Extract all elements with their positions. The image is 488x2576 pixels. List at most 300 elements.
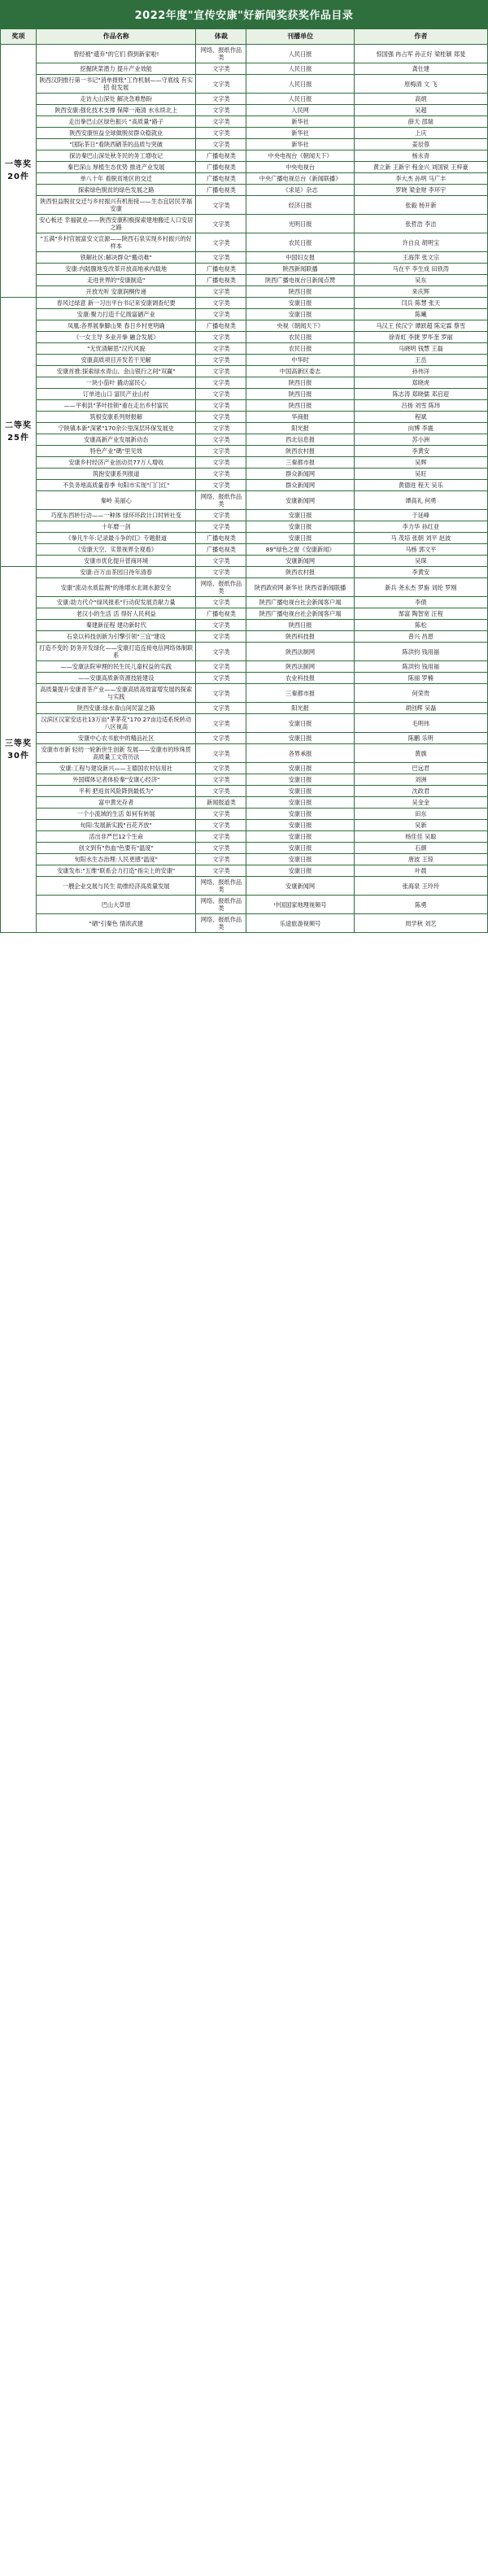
column-header-author: 作者 [354,29,487,45]
cell-work-type: 网络、报纸作品类 [196,877,246,896]
cell-authors: 张海泉 王玲玲 [354,877,487,896]
cell-work-type: 文字类 [196,684,246,703]
table-row [1,150,488,162]
cell-work-type: 文字类 [196,105,246,116]
cell-publisher: 陕西农村报 [246,567,354,578]
cell-work-title: 老汉小的生活 活 得好人民利益 [37,608,196,620]
table-row [1,75,488,94]
cell-work-type: 文字类 [196,286,246,298]
table-row [1,684,488,703]
cell-publisher: 陕西法制网 [246,643,354,661]
cell-work-type: 文字类 [196,643,246,661]
cell-work-title: 旬阳:发展新实践"百花齐放" [37,820,196,831]
cell-publisher: 陕西日报 [246,620,354,631]
cell-publisher: 陕西广播电视台日新闻点赞 [246,275,354,286]
cell-publisher: 中国妇女报 [246,252,354,264]
cell-work-title: 安康乡村经济产业创动员77万人增收 [37,457,196,469]
cell-work-title: 安康:百万亩茶园日待年清春 [37,567,196,578]
cell-work-title: 石泉以科技创新为引擎引领"三宜"建设 [37,631,196,643]
cell-authors: 胡创辉 吴磊 [354,703,487,714]
cell-work-title: 陕西安康恒益全球做脱贫群众稳就业 [37,128,196,139]
cell-authors: 徐青虹 李捷 罗毕奎 罗丽 [354,332,487,343]
cell-work-type: 文字类 [196,63,246,75]
cell-authors: 杨佳佳 吴聪 [354,831,487,843]
cell-authors: 姜辰蓉 [354,139,487,150]
cell-publisher: 农民日报 [246,332,354,343]
cell-authors: 上庆 [354,128,487,139]
cell-work-type: 文字类 [196,423,246,434]
cell-authors: 马在平 李生成 田铁涛 [354,264,487,275]
cell-publisher: 陕西科技报 [246,631,354,643]
cell-work-title: 秦建新征程 建功新时代 [37,620,196,631]
cell-work-type: 广播电视类 [196,320,246,332]
cell-publisher: 中华时 [246,355,354,366]
cell-work-type: 文字类 [196,865,246,877]
cell-work-type: 文字类 [196,215,246,233]
cell-work-type: 文字类 [196,763,246,774]
table-row [1,309,488,320]
cell-authors: 谭高礼 何勇 [354,491,487,510]
cell-work-title: 探访秦巴山深处秋冬民的务工增收记 [37,150,196,162]
cell-work-title: 一艘企业交展与民生 助推经济高质量发展 [37,877,196,896]
table-row [1,831,488,843]
table-row [1,608,488,620]
cell-authors: 罗晓 梁金财 李环宇 [354,185,487,196]
cell-work-title: 春风过绿意 新一习出平台书记来安康调查纪要 [37,298,196,309]
table-row [1,139,488,150]
table-row [1,631,488,643]
cell-work-title: 安康:聚力打造千亿级富硒产业 [37,309,196,320]
page-title: 2022年度"宣传安康"好新闻奖获奖作品目录 [0,0,488,28]
cell-work-title: 安康:助力代介"绿风报系"行动促发展贡献力量 [37,597,196,608]
table-row [1,703,488,714]
table-row [1,215,488,233]
column-header-work: 作品名称 [37,29,196,45]
cell-work-type: 文字类 [196,703,246,714]
cell-work-type: 文字类 [196,128,246,139]
cell-authors: 新兵 尧永杰 罗旃 刘纶 罗刚 [354,578,487,597]
cell-work-type: 文字类 [196,233,246,252]
table-row [1,733,488,744]
cell-publisher: 中央广播电视总台《新闻联播》 [246,173,354,185]
cell-publisher: 安康日报 [246,774,354,786]
cell-authors: 吴旺 [354,469,487,480]
cell-work-type: 文字类 [196,366,246,377]
cell-publisher: 安康日报 [246,309,354,320]
cell-work-type: 文字类 [196,446,246,457]
prize-group-label: 三等奖30件 [1,567,37,933]
cell-authors: 吴新 [354,820,487,831]
cell-authors: 向博 李震 [354,423,487,434]
cell-authors: 于延峰 [354,510,487,521]
table-row [1,809,488,820]
cell-publisher: 安康日报 [246,786,354,797]
cell-authors: 吴金金 [354,797,487,809]
cell-work-title: 《一女主导 多业开拳 融合发展》 [37,332,196,343]
cell-work-title: 特色产业"碼"里见效 [37,446,196,457]
table-row [1,544,488,556]
cell-publisher: 央视《朝闻天下》 [246,320,354,332]
cell-work-title: 宁陕镇本新"深紧"170余公里深层环保发展史 [37,423,196,434]
cell-work-title: 安康市优化提升菅商环境 [37,556,196,567]
cell-work-type: 文字类 [196,820,246,831]
cell-work-type: 文字类 [196,733,246,744]
table-row [1,116,488,128]
cell-publisher: 中央电视台《朝闻天下》 [246,150,354,162]
cell-publisher: 新华社 [246,128,354,139]
cell-publisher: 陕西日报 [246,377,354,389]
cell-authors: 黄德进 程天 吴乐 [354,480,487,491]
table-row [1,457,488,469]
cell-authors: 陈曦 [354,309,487,320]
cell-work-title: 安康中心农书旅中的精品社区 [37,733,196,744]
cell-work-type: 文字类 [196,309,246,320]
table-row [1,286,488,298]
cell-work-title: ——安康法院审理的民生民儿童权益的实践 [37,661,196,673]
cell-publisher: 人民日报 [246,45,354,63]
cell-work-type: 文字类 [196,434,246,446]
cell-authors: 陈鹏 乐明 [354,733,487,744]
table-body [1,45,488,933]
cell-work-title: 陕西恒益脱贫交迁与乡村振兴有机衔接——生态宜居民幸福安康 [37,196,196,215]
cell-publisher: 安康日报 [246,854,354,865]
cell-authors: 苏小洲 [354,434,487,446]
cell-authors: 毛明伟 [354,714,487,733]
cell-work-type: 文字类 [196,116,246,128]
column-header-prize: 奖项 [1,29,37,45]
table-row [1,45,488,63]
cell-work-title: 平利 把返贫风险降到最低为" [37,786,196,797]
cell-publisher: 陕西新闻联播 [246,264,354,275]
cell-work-type: 文字类 [196,332,246,343]
cell-authors: 石颜 [354,843,487,854]
cell-authors: 马晓明 钱慧 王磊 [354,343,487,355]
cell-authors: 巴远君 [354,763,487,774]
cell-authors: 田东 [354,809,487,820]
cell-publisher: 安康日报 [246,797,354,809]
cell-authors: 孙伟洋 [354,366,487,377]
cell-work-title: ——安康高质新资源技能建设 [37,673,196,684]
cell-work-title: 富中黄光存者 [37,797,196,809]
table-row [1,643,488,661]
cell-publisher: 安康日报 [246,865,354,877]
cell-publisher: 安康日报 [246,298,354,309]
cell-work-title: 安康"流动水质监测"的地增水北调水源安全 [37,578,196,597]
cell-authors: 王岳 [354,355,487,366]
cell-authors: 陈丽 罗楠 [354,673,487,684]
cell-authors: 黄立新 王新宇 程金兴 刘国锐 王梓豪 [354,162,487,173]
table-row [1,763,488,774]
cell-work-type: 文字类 [196,620,246,631]
cell-publisher: 华商报 [246,412,354,423]
cell-authors: 叶晨 [354,865,487,877]
cell-authors: 马杨 郭文平 [354,544,487,556]
cell-work-type: 文字类 [196,480,246,491]
table-row [1,377,488,389]
cell-authors: 马 茂培 张朝 刘平 赵波 [354,533,487,544]
cell-publisher: 陕西农村报 [246,446,354,457]
table-row [1,233,488,252]
cell-work-title: 巧度东西转行动——一种体 绿环环政计口时转社变 [37,510,196,521]
cell-authors: 张哲浩 李洁 [354,215,487,233]
table-row [1,865,488,877]
table-row [1,412,488,423]
cell-publisher: 人民网 [246,105,354,116]
cell-work-title: "五满"乡村官展富安文宣源——陕西石泉实现乡村振兴的好样本 [37,233,196,252]
cell-authors: 马汉王 侯汉宁 谭跃超 陈定霖 蔡雪 [354,320,487,332]
cell-work-type: 文字类 [196,298,246,309]
cell-work-title: 安康发布:"五维"联系会力打造"指尖上的安康" [37,865,196,877]
cell-work-title: 挖掘陕菜潜力 提升产业效能 [37,63,196,75]
cell-work-title: 探索绿色脱贫的绿色发展之路 [37,185,196,196]
cell-publisher: 人民日报 [246,94,354,105]
cell-work-type: 文字类 [196,631,246,643]
cell-work-title: 巴山大草原 [37,896,196,914]
cell-work-title: "无忧清解思"汉代风貌 [37,343,196,355]
prize-group-label: 二等奖25件 [1,298,37,567]
cell-work-type: 文字类 [196,343,246,355]
cell-publisher: 人民日报 [246,63,354,75]
cell-publisher: 陕西广播电视台社会新闻客户端 [246,608,354,620]
cell-publisher: 安康日报 [246,521,354,533]
cell-publisher: 安康日报 [246,714,354,733]
table-row [1,914,488,933]
cell-work-type: 文字类 [196,521,246,533]
table-row [1,877,488,896]
table-row [1,714,488,733]
cell-work-title: ——平利县"茅叶挂锁"重在走出乡村富民 [37,400,196,412]
cell-work-type: 文字类 [196,673,246,684]
column-header-type: 体裁 [196,29,246,45]
cell-work-type: 文字类 [196,139,246,150]
cell-work-type: 文字类 [196,744,246,763]
cell-publisher: 陕西日报 [246,400,354,412]
cell-authors: 王海萍 张文宗 [354,252,487,264]
cell-publisher: 89°绿色之窗《安康新闻》 [246,544,354,556]
cell-work-title: 筑根安康系列财报解 [37,412,196,423]
cell-authors: 程斌 [354,412,487,423]
cell-authors: 惊国强 冉占军 孙正好 梁桂颖 郑斐 [354,45,487,63]
cell-publisher: 安康新闻网 [246,556,354,567]
table-row [1,162,488,173]
cell-work-type: 文字类 [196,400,246,412]
table-row [1,252,488,264]
cell-publisher: 群众新闻网 [246,480,354,491]
column-header-org: 刊播单位 [246,29,354,45]
table-row [1,469,488,480]
cell-authors: 高炳 [354,94,487,105]
cell-work-type: 文字类 [196,556,246,567]
cell-authors: 吴琛 [354,556,487,567]
cell-authors: 吴超 [354,105,487,116]
cell-work-type: 网络、报纸作品类 [196,578,246,597]
cell-authors: 张毅 杨开新 [354,196,487,215]
cell-work-type: 文字类 [196,469,246,480]
table-row [1,423,488,434]
cell-publisher: 陕西政府网 新华社 陕西省新闻联播 [246,578,354,597]
cell-publisher: 安康日报 [246,809,354,820]
cell-work-type: 文字类 [196,597,246,608]
cell-publisher: 群众新闻网 [246,469,354,480]
table-row [1,366,488,377]
cell-work-type: 文字类 [196,412,246,423]
cell-work-title: 外国媒体记者体验秦"安康心经济" [37,774,196,786]
cell-work-title: 陕西安康:强化技术支撑 保障一淹清 水永续北上 [37,105,196,116]
cell-work-type: 广播电视类 [196,533,246,544]
cell-work-title: 安心板还 幸福就业——陕西安康积极探索建地搬迁人口安居之路 [37,215,196,233]
cell-publisher: 经济日报 [246,196,354,215]
cell-work-title: 走访大山深处 解决急难愁盼 [37,94,196,105]
cell-work-type: 文字类 [196,252,246,264]
cell-work-title: 筑抱安康系列报道 [37,469,196,480]
cell-work-type: 文字类 [196,843,246,854]
table-row [1,510,488,521]
cell-work-type: 广播电视类 [196,185,246,196]
table-row [1,480,488,491]
cell-publisher: 安康日报 [246,820,354,831]
cell-authors: 闫兵 陈慧 张天 [354,298,487,309]
cell-publisher: 陕西广播电视台社会新闻客户端 [246,597,354,608]
cell-publisher: 安康新闻网 [246,491,354,510]
cell-work-title: "国际茶日"看陕西硒茶的品质与突破 [37,139,196,150]
table-row [1,63,488,75]
cell-work-title: 十年磨一剑 [37,521,196,533]
cell-work-type: 网络、报纸作品类 [196,491,246,510]
cell-publisher: 中国国家地理视频号 [246,896,354,914]
cell-authors: 陈志涛 郑晓儒 邓启迎 [354,389,487,400]
table-row [1,843,488,854]
cell-publisher: 农民日报 [246,233,354,252]
cell-authors: 吴东 [354,275,487,286]
cell-authors: 唐波 王琼 [354,854,487,865]
cell-work-title: 陕西汉阴推行第一书记"消单报账"工作机制——守底线 有实招 促发展 [37,75,196,94]
cell-authors: 周学秋 刘艺 [354,914,487,933]
table-row [1,744,488,763]
table-row [1,578,488,597]
cell-authors: 李大杰 孙明 马广丰 [354,173,487,185]
table-row [1,820,488,831]
cell-work-type: 广播电视类 [196,150,246,162]
cell-authors: 薛天 邵瑞 [354,116,487,128]
cell-work-type: 文字类 [196,854,246,865]
table-row [1,298,488,309]
cell-work-title: 高质量提升安康青茶产业——安康高质高效富增发展的探索与实践 [37,684,196,703]
cell-publisher: 陕西日报 [246,286,354,298]
cell-work-title: 活出非严巴12个生命 [37,831,196,843]
cell-work-type: 广播电视类 [196,264,246,275]
cell-work-type: 文字类 [196,377,246,389]
cell-work-title: 陕西安康:绿水青山间民富之路 [37,703,196,714]
table-row [1,332,488,343]
cell-work-title: "硒"引秦色 情浓武建 [37,914,196,933]
cell-work-type: 文字类 [196,774,246,786]
cell-publisher: 安康新闻网 [246,877,354,896]
cell-publisher: 农业科技报 [246,673,354,684]
table-row [1,320,488,332]
table-row [1,597,488,608]
cell-publisher: 中国高新区委志 [246,366,354,377]
cell-publisher: 安康日报 [246,831,354,843]
cell-authors: 吕扬 刘雪 陈玮 [354,400,487,412]
cell-work-title: 旬阳水生态治理:人民更感"温度" [37,854,196,865]
table-row [1,774,488,786]
cell-publisher: 三秦都市报 [246,684,354,703]
cell-authors: 李债 [354,597,487,608]
cell-work-title: 安康高新产业发展新动态 [37,434,196,446]
cell-work-title: 铁解社区:解决群众"搬动难" [37,252,196,264]
cell-authors: 吴辉 [354,457,487,469]
cell-publisher: 陕西日报 [246,389,354,400]
cell-work-title: 走出拳巴山区绿色振兴 "高质量"路子 [37,116,196,128]
cell-authors: 陈勇 [354,896,487,914]
table-row [1,434,488,446]
cell-publisher: 安康日报 [246,510,354,521]
cell-work-type: 新闻报道类 [196,797,246,809]
table-header-row [1,29,488,45]
cell-work-title: 创文到有"热血"色要有"温度" [37,843,196,854]
cell-publisher: 安康日报 [246,533,354,544]
cell-authors: 沈政君 [354,786,487,797]
awards-table [0,28,488,933]
cell-authors: 郑晓虎 [354,377,487,389]
cell-work-title: 凤凰:各界展拳脚山果 春日乡村更明确 [37,320,196,332]
cell-authors: 郜富 陶智宽 汪程 [354,608,487,620]
cell-publisher: 安康日报 [246,763,354,774]
table-row [1,446,488,457]
cell-publisher: 人民日报 [246,75,354,94]
cell-work-title: 汉滨区汉家安达社13万亩"茅茅花"170 27亩边适系统转动八区视高 [37,714,196,733]
prize-group-label: 一等奖20件 [1,45,37,298]
cell-authors: 何荣贵 [354,684,487,703]
cell-work-title: 单八十年 看脱贫地区的交迁 [37,173,196,185]
table-row [1,128,488,139]
cell-work-type: 文字类 [196,809,246,820]
table-row [1,275,488,286]
table-row [1,896,488,914]
cell-publisher: 农民日报 [246,343,354,355]
table-row [1,105,488,116]
cell-authors: 刘洲 [354,774,487,786]
cell-publisher: 阳光报 [246,423,354,434]
cell-work-title: 曾经被"遗弃"的它们 假到新家啦! [37,45,196,63]
table-row [1,389,488,400]
cell-work-type: 文字类 [196,75,246,94]
cell-work-title: 秦巴深山 厚植生态优势 推进产业发展 [37,162,196,173]
table-row [1,521,488,533]
cell-publisher: 安康日报 [246,843,354,854]
table-row [1,355,488,366]
document-page [0,0,488,933]
cell-work-title: 安康市市新 轻纺一轮新世生创新 发展——安康市的珍珠贯高质量工文资历法 [37,744,196,763]
table-row [1,673,488,684]
cell-work-title: 订单进山口 富民产业山村 [37,389,196,400]
cell-authors: 普兴 昌恩 [354,631,487,643]
cell-publisher: 《求是》杂志 [246,185,354,196]
cell-publisher: 陕西法制网 [246,661,354,673]
cell-publisher: 各界承报 [246,744,354,763]
cell-work-title: 不负务地高质量春季 旬阳市实现"门门红" [37,480,196,491]
cell-work-title: 《拳凡牛年:记录最斗争的红》专题报道 [37,533,196,544]
cell-work-type: 文字类 [196,567,246,578]
table-row [1,556,488,567]
cell-work-title: 一块小茄叶 撬动富民心 [37,377,196,389]
cell-authors: 来庆辉 [354,286,487,298]
cell-work-type: 广播电视类 [196,173,246,185]
table-head [1,29,488,45]
cell-work-type: 文字类 [196,786,246,797]
cell-authors: 李黄安 [354,446,487,457]
cell-work-type: 网络、报纸作品类 [196,45,246,63]
